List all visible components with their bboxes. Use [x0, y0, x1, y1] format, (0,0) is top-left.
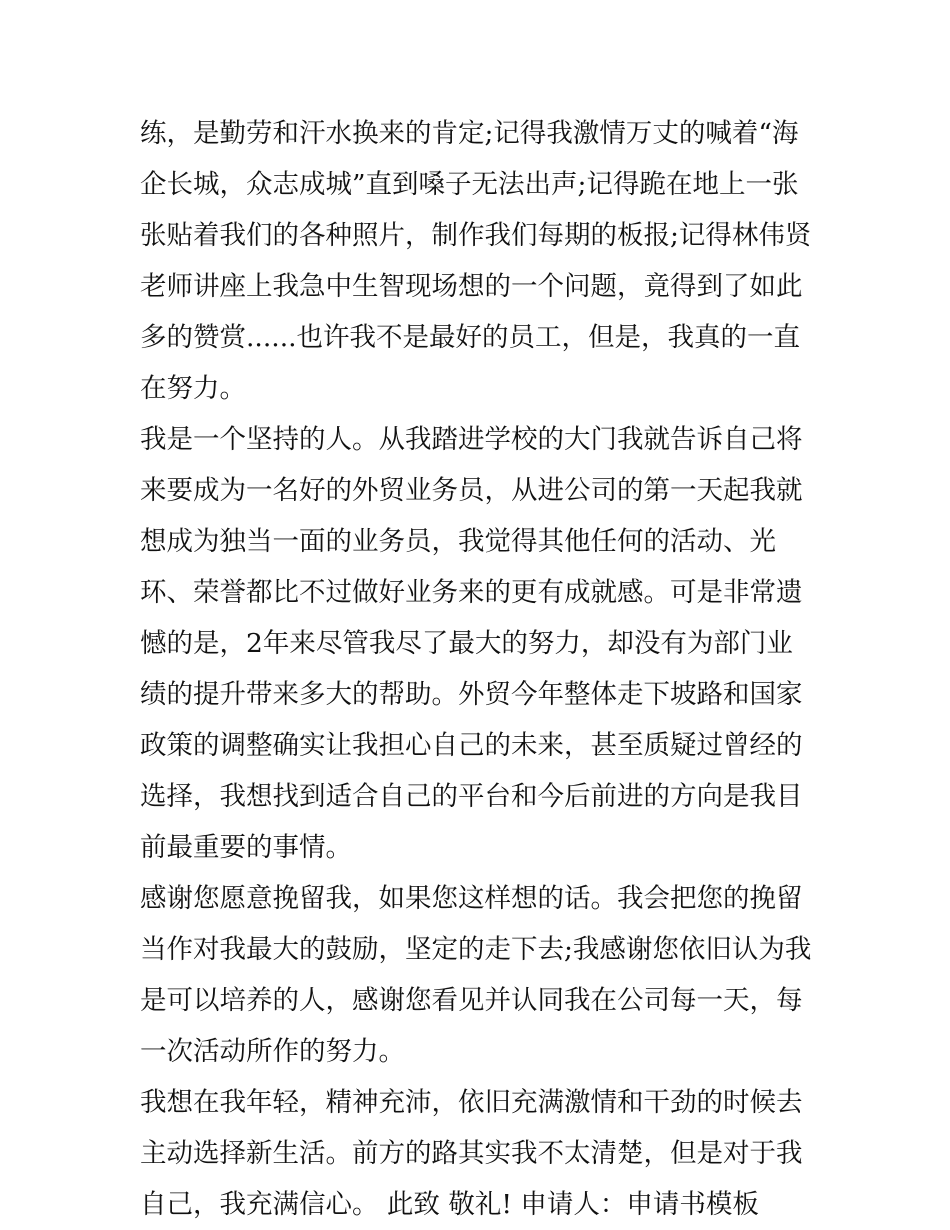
document-body	[140, 108, 815, 1230]
paragraph-3: 感谢您愿意挽留我，如果您这样想的话。我会把您的挽留当作对我最大的鼓励，坚定的走下去;我感谢您依旧认为我是可以培养的人，感谢您看见并认同我在公司每一天，每一次活动所作的努力。	[140, 883, 812, 1067]
paragraph-1: 练，是勤劳和汗水换来的肯定;记得我激情万丈的喊着“海企长城，众志成城”直到嗓子无法出声;记得跪在地上一张张贴着我们的各种照片，制作我们每期的板报;记得林伟贤老师讲座上我急中生智现场想的一个问题，竟得到了如此多的赞赏......也许我不是最好的员工，但是，我真的一直在努力。	[140, 118, 812, 404]
paragraph-4: 我想在我年轻，精神充沛，依旧充满激情和干劲的时候去主动选择新生活。前方的路其实我不太清楚，但是对于我自己，我充满信心。 此致 敬礼! 申请人：申请书模板	[140, 1087, 803, 1220]
paragraph-2: 我是一个坚持的人。从我踏进学校的大门我就告诉自己将来要成为一名好的外贸业务员，从进公司的第一天起我就想成为独当一面的业务员，我觉得其他任何的活动、光环、荣誉都比不过做好业务来的更有成就感。可是非常遗憾的是，2年来尽管我尽了最大的努力，却没有为部门业绩的提升带来多大的帮助。外贸今年整体走下坡路和国家政策的调整确实让我担心自己的未来，甚至质疑过曾经的选择，我想找到适合自己的平台和今后前进的方向是我目前最重要的事情。	[140, 424, 803, 863]
